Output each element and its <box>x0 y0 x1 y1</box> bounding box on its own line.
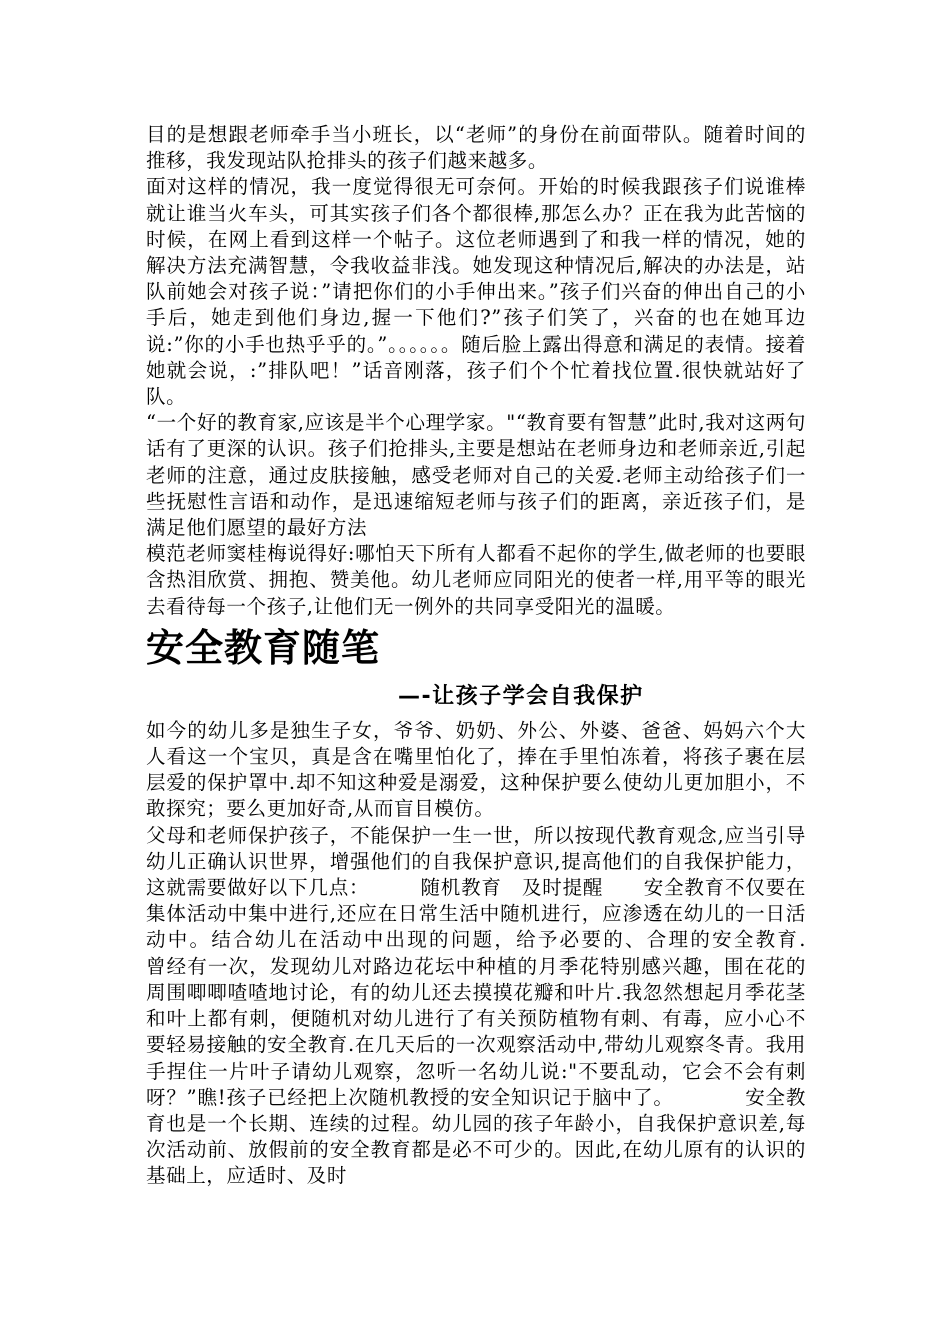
article-subtitle: —-让孩子学会自我保护 <box>398 683 644 709</box>
document-page <box>146 122 907 1190</box>
body-paragraph: 模范老师窦桂梅说得好:哪怕天下所有人都看不起你的学生,做老师的也要眼含热泪欣赏、拥抱、赞美他。幼儿老师应同阳光的使者一样,用平等的眼光去看待每一个孩子,让他们无一例外的共同享受阳光的温暖。 <box>146 542 806 618</box>
body-paragraph: 父母和老师保护孩子，不能保护一生一世，所以按现代教育观念,应当引导幼儿正确认识世界，增强他们的自我保护意识,提高他们的自我保护能力，这就需要做好以下几点： 随机教育 及时提醒 安全教育不仅要在集体活动中集中进行,还应在日常生活中随机进行，应渗透在幼儿的一日活动中。结合幼儿在活动中出现的问题，给予必要的、合理的安全教育. 曾经有一次，发现幼儿对路边花坛中种植的月季花特别感兴趣，围在花的周围唧唧喳喳地讨论，有的幼儿还去摸摸花瓣和叶片.我忽然想起月季花茎和叶上都有刺，便随机对幼儿进行了有关预防植物有刺、有毒，应小心不要轻易接触的安全教育.在几天后的一次观察活动中,带幼儿观察冬青。我用手捏住一片叶子请幼儿观察，忽听一名幼儿说:"不要乱动，它会不会有刺呀？”瞧!孩子已经把上次随机教授的安全知识记于脑中了。 安全教育也是一个长期、连续的过程。幼儿园的孩子年龄小，自我保护意识差,每次活动前、放假前的安全教育都是必不可少的。因此,在幼儿原有的认识的基础上，应适时、及时 <box>146 823 907 1188</box>
body-paragraph: 面对这样的情况，我一度觉得很无可奈何。开始的时候我跟孩子们说谁棒就让谁当火车头，可其实孩子们各个都很棒,那怎么办？正在我为此苦恼的时候，在网上看到这样一个帖子。这位老师遇到了和我一样的情况，她的解决方法充满智慧，令我收益非浅。她发现这种情况后,解决的办法是，站队前她会对孩子说：”请把你们的小手伸出来。”孩子们兴奋的伸出自己的小手后，她走到他们身边,握一下他们?”孩子们笑了，兴奋的也在她耳边说:”你的小手也热乎乎的。”。。。。。。随后脸上露出得意和满足的表情。接着她就会说，:”排队吧！”话音刚落，孩子们个个忙着找位置.很快就站好了队。 <box>146 175 806 409</box>
article-title: 安全教育随笔 <box>146 625 381 670</box>
body-paragraph: 目的是想跟老师牵手当小班长，以“老师”的身份在前面带队。随着时间的推移，我发现站队抢排头的孩子们越来越多。 <box>146 123 806 173</box>
body-paragraph: 如今的幼儿多是独生子女，爷爷、奶奶、外公、外婆、爸爸、妈妈六个大人看这一个宝贝，真是含在嘴里怕化了，捧在手里怕冻着，将孩子裹在层层爱的保护罩中.却不知这种爱是溺爱，这种保护要么使幼儿更加胆小，不敢探究；要么更加好奇,从而盲目模仿。 <box>146 718 806 821</box>
body-paragraph: “一个好的教育家,应该是半个心理学家。"“教育要有智慧”此时,我对这两句话有了更深的认识。孩子们抢排头,主要是想站在老师身边和老师亲近,引起老师的注意，通过皮肤接触，感受老师对自己的关爱.老师主动给孩子们一些抚慰性言语和动作，是迅速缩短老师与孩子们的距离，亲近孩子们，是满足他们愿望的最好方法 <box>146 411 806 540</box>
